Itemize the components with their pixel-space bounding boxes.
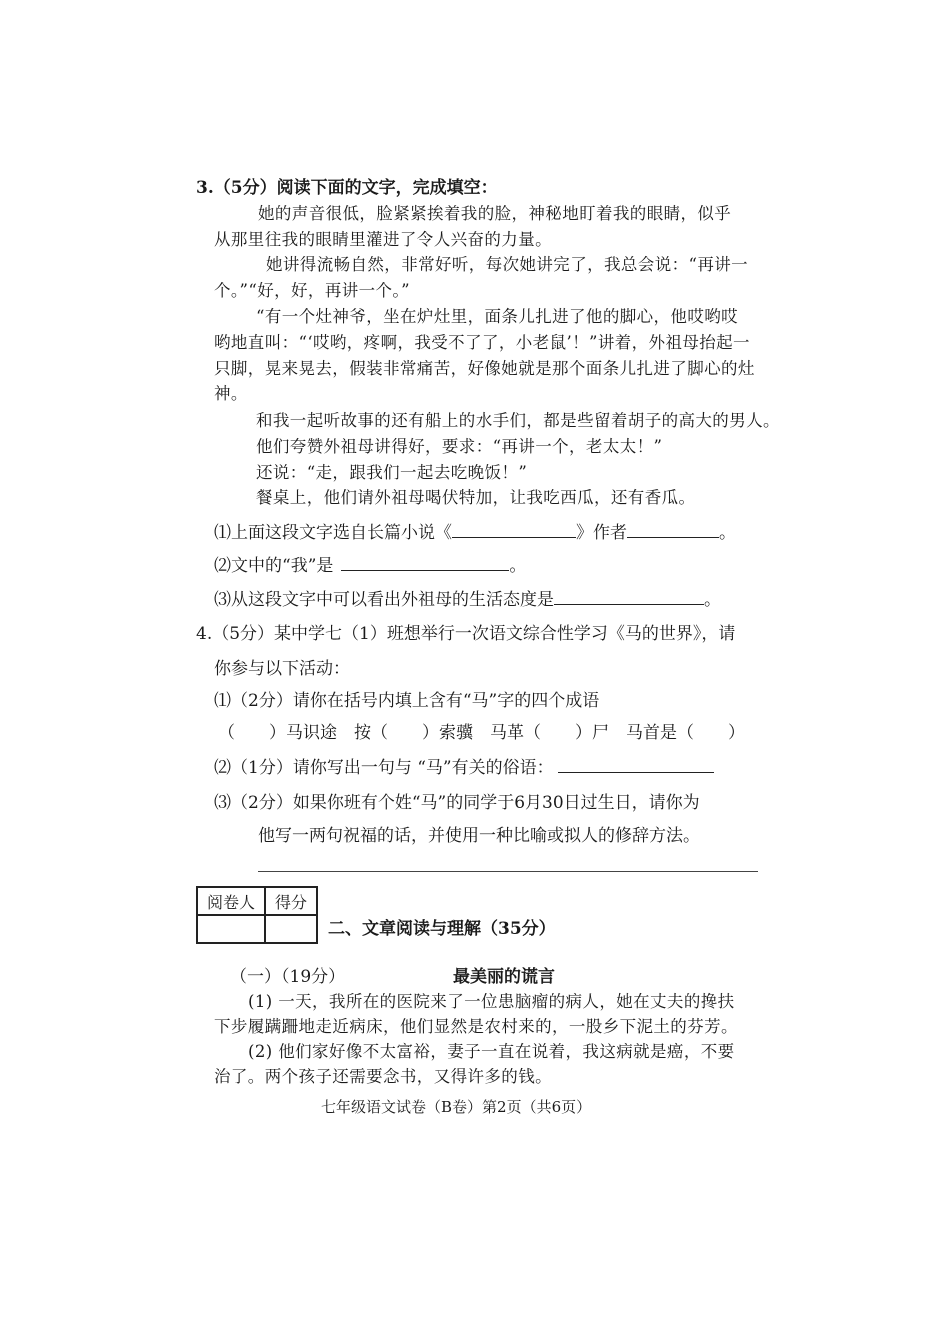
q4-sub2 bbox=[214, 753, 714, 778]
score-label: 得分 bbox=[265, 887, 317, 915]
answer-line[interactable] bbox=[258, 871, 758, 872]
q3-sub1-end: 。 bbox=[719, 523, 736, 543]
grader-cell[interactable] bbox=[197, 915, 265, 943]
q3-passage-line: 餐桌上，他们请外祖母喝伏特加，让我吃西瓜，还有香瓜。 bbox=[256, 488, 696, 507]
q3-passage-line: 神。 bbox=[214, 384, 248, 403]
reading-line: 下步履蹒跚地走近病床，他们显然是农村来的，一股乡下泥土的芬芳。 bbox=[214, 1017, 738, 1036]
q3-sub3-end: 。 bbox=[704, 590, 721, 610]
author-blank[interactable] bbox=[627, 519, 719, 538]
who-is-me-blank[interactable] bbox=[341, 552, 509, 571]
q3-passage-line: 只脚，晃来晃去，假装非常痛苦，好像她就是那个面条儿扎进了脚心的灶 bbox=[214, 359, 755, 378]
score-cell[interactable] bbox=[265, 915, 317, 943]
q4-heading-line1: 4.（5分）某中学七（1）班想举行一次语文综合性学习《马的世界》，请 bbox=[196, 624, 736, 644]
reading-part-label: （一）（19分） bbox=[230, 967, 346, 987]
idiom-blanks[interactable]: （ ）马识途 按（ ）索骥 马革（ ）尸 马首是（ ） bbox=[218, 723, 745, 743]
section-title: 二、文章阅读与理解（35分） bbox=[328, 919, 556, 939]
q3-passage-line: 哟地直叫：“‘哎哟，疼啊，我受不了了，小老鼠’！”讲着，外祖母抬起一 bbox=[214, 333, 750, 352]
q3-sub1 bbox=[214, 518, 736, 543]
q3-passage-line: “有一个灶神爷，坐在炉灶里，面条儿扎进了他的脚心，他哎哟哎 bbox=[256, 307, 739, 326]
q3-passage-line: 还说：“走，跟我们一起去吃晚饭！” bbox=[256, 463, 528, 482]
q3-passage-line: 和我一起听故事的还有船上的水手们，都是些留着胡子的高大的男人。 bbox=[256, 411, 780, 430]
q3-heading: 3.（5分）阅读下面的文字，完成填空： bbox=[196, 178, 498, 198]
q3-sub3 bbox=[214, 585, 721, 610]
grader-score-table bbox=[196, 886, 318, 944]
q3-passage-line: 从那里往我的眼睛里灌进了令人兴奋的力量。 bbox=[214, 230, 552, 249]
proverb-blank[interactable] bbox=[558, 754, 714, 773]
q3-sub1-text: ⑴上面这段文字选自长篇小说《 bbox=[214, 523, 452, 543]
page-footer: 七年级语文试卷（B卷）第2页（共6页） bbox=[321, 1098, 592, 1116]
q3-passage-line: 个。”“好，好，再讲一个。” bbox=[214, 281, 410, 300]
novel-title-blank[interactable] bbox=[452, 519, 576, 538]
reading-line: 治了。两个孩子还需要念书，又得许多的钱。 bbox=[214, 1067, 552, 1086]
q3-passage-line: 他们夸赞外祖母讲得好，要求：“再讲一个，老太太！” bbox=[256, 437, 663, 456]
q3-sub3-text: ⑶从这段文字中可以看出外祖母的生活态度是 bbox=[214, 590, 554, 610]
attitude-blank[interactable] bbox=[554, 586, 704, 605]
reading-line: (1) 一天，我所在的医院来了一位患脑瘤的病人，她在丈夫的搀扶 bbox=[248, 992, 735, 1011]
grader-label: 阅卷人 bbox=[197, 887, 265, 915]
q3-sub1-author-label: 》作者 bbox=[576, 523, 627, 543]
q3-sub2-end: 。 bbox=[509, 556, 527, 576]
q3-passage-line: 她的声音很低，脸紧紧挨着我的脸，神秘地盯着我的眼睛，似乎 bbox=[258, 204, 732, 223]
q4-sub3-line2: 他写一两句祝福的话，并使用一种比喻或拟人的修辞方法。 bbox=[258, 826, 700, 846]
q3-sub2-text: ⑵文中的“我”是 bbox=[214, 556, 334, 576]
q4-sub2-text: ⑵（1分）请你写出一句与 “马”有关的俗语： bbox=[214, 758, 554, 778]
reading-title: 最美丽的谎言 bbox=[453, 967, 555, 987]
reading-line: (2) 他们家好像不太富裕，妻子一直在说着，我这病就是癌，不要 bbox=[248, 1042, 735, 1061]
q4-heading-line2: 你参与以下活动： bbox=[214, 659, 350, 679]
q3-sub2 bbox=[214, 551, 526, 576]
q3-passage-line: 她讲得流畅自然，非常好听，每次她讲完了，我总会说：“再讲一 bbox=[266, 255, 749, 274]
q4-sub1: ⑴（2分）请你在括号内填上含有“马”字的四个成语 bbox=[214, 691, 600, 711]
q4-sub3-line1: ⑶（2分）如果你班有个姓“马”的同学于6月30日过生日，请你为 bbox=[214, 793, 700, 813]
